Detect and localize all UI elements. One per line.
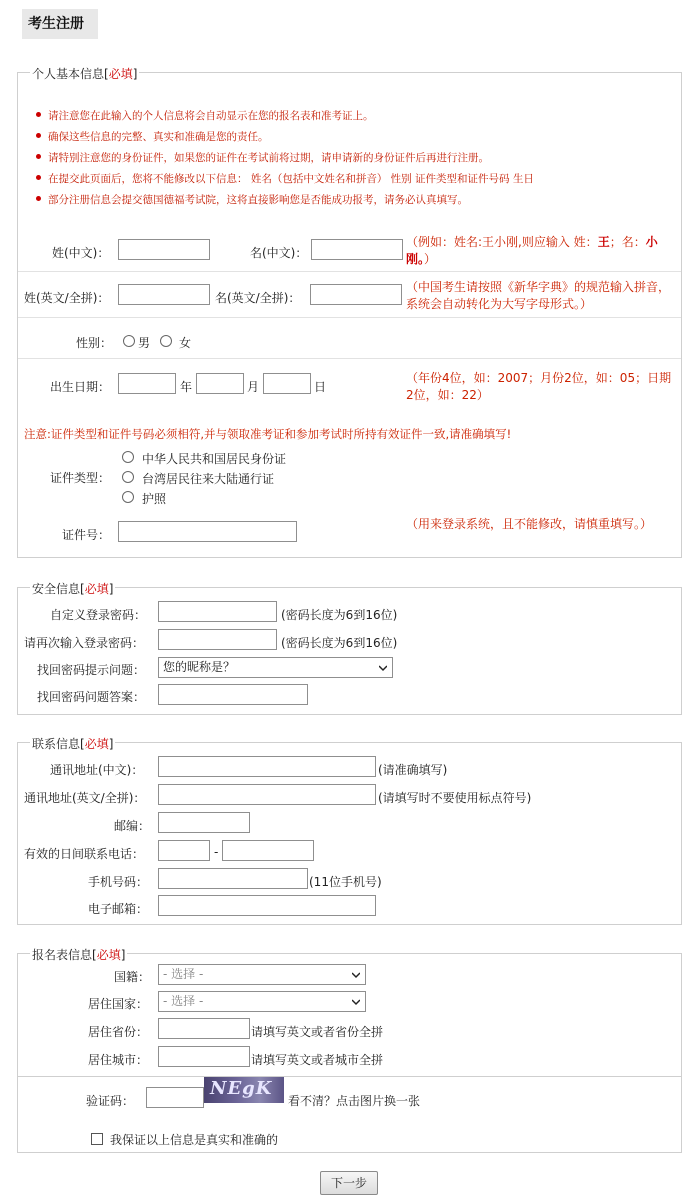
gender-female-label: 女 <box>179 336 192 350</box>
id-no-input[interactable] <box>118 521 297 542</box>
name-cn-note: （例如：姓名:王小刚,则应输入 姓：王；名：小刚。） <box>406 235 658 266</box>
mobile-input[interactable] <box>158 868 308 889</box>
givenname-en-label: 名(英文/全拼)： <box>215 291 301 305</box>
surname-cn-label: 姓(中文)： <box>52 246 110 260</box>
phone-number-input[interactable] <box>222 840 314 861</box>
birth-year-input[interactable] <box>118 373 176 394</box>
nationality-label: 国籍： <box>114 970 151 984</box>
mobile-hint: (11位手机号) <box>309 875 382 889</box>
address-en-label: 通讯地址(英文/全拼)： <box>24 791 146 805</box>
id-type-passport-label: 护照 <box>142 492 167 506</box>
security-legend: 安全信息[必填] <box>32 582 114 596</box>
zipcode-input[interactable] <box>158 812 250 833</box>
address-cn-input[interactable] <box>158 756 376 777</box>
surname-cn-input[interactable] <box>118 239 210 260</box>
password-label: 自定义登录密码： <box>50 608 147 622</box>
province-hint: 请填写英文或者省份全拼 <box>251 1025 384 1039</box>
captcha-input[interactable] <box>146 1087 204 1108</box>
id-type-taiwan-label: 台湾居民往来大陆通行证 <box>142 472 275 486</box>
id-type-resident-label: 中华人民共和国居民身份证 <box>142 452 287 466</box>
phone-area-input[interactable] <box>158 840 210 861</box>
mobile-label: 手机号码： <box>88 875 149 889</box>
year-unit: 年 <box>180 380 193 394</box>
phone-label: 有效的日间联系电话： <box>24 847 145 861</box>
gender-male-label: 男 <box>138 336 151 350</box>
id-type-resident-radio[interactable] <box>122 451 134 463</box>
name-en-note: （中国考生请按照《新华字典》的规范输入拼音，系统会自动转化为大写字母形式。） <box>406 280 671 311</box>
personal-info-legend: 个人基本信息[必填] <box>32 67 138 81</box>
chevron-down-icon <box>352 971 360 979</box>
password-confirm-input[interactable] <box>158 629 277 650</box>
password-confirm-label: 请再次输入登录密码： <box>24 636 145 650</box>
page-title: 考生注册 <box>22 9 98 39</box>
confirm-checkbox[interactable] <box>91 1133 103 1145</box>
birth-month-input[interactable] <box>196 373 244 394</box>
birth-day-input[interactable] <box>263 373 311 394</box>
city-input[interactable] <box>158 1046 250 1067</box>
chevron-down-icon <box>352 998 360 1006</box>
captcha-hint[interactable]: 看不清？点击图片换一张 <box>288 1094 421 1108</box>
surname-en-label: 姓(英文/全拼)： <box>24 291 110 305</box>
address-en-hint: (请填写时不要使用标点符号) <box>378 791 532 805</box>
country-label: 居住国家： <box>88 997 149 1011</box>
row-separator <box>18 271 681 272</box>
phone-dash: - <box>214 845 219 859</box>
address-cn-label: 通讯地址(中文)： <box>50 763 144 777</box>
notice-item: 部分注册信息会提交德国德福考试院，这将直接影响您是否能成功报考，请务必认真填写。 <box>48 194 468 206</box>
row-separator <box>18 317 681 318</box>
id-warning: 注意:证件类型和证件号码必须相符,并与领取准考证和参加考试时所持有效证件一致,请准确填写! <box>24 427 512 441</box>
gender-label: 性别： <box>76 336 113 350</box>
security-answer-input[interactable] <box>158 684 308 705</box>
notice-item: 确保这些信息的完整、真实和准确是您的责任。 <box>48 131 269 143</box>
givenname-cn-input[interactable] <box>311 239 403 260</box>
captcha-label: 验证码： <box>86 1094 135 1108</box>
captcha-image[interactable] <box>204 1077 284 1103</box>
security-question-label: 找回密码提示问题： <box>37 663 146 677</box>
surname-en-input[interactable] <box>118 284 210 305</box>
id-no-label: 证件号： <box>62 528 111 542</box>
address-en-input[interactable] <box>158 784 376 805</box>
notice-item: 在提交此页面后，您将不能修改以下信息： 姓名（包括中文姓名和拼音） 性别 证件类型和证件号码 生日 <box>48 173 534 185</box>
city-hint: 请填写英文或者城市全拼 <box>251 1053 384 1067</box>
id-no-note: （用来登录系统，且不能修改，请慎重填写。） <box>406 517 653 531</box>
notice-item: 请注意您在此输入的个人信息将会自动显示在您的报名表和准考证上。 <box>48 110 374 122</box>
email-input[interactable] <box>158 895 376 916</box>
personal-info-section <box>17 72 682 558</box>
gender-male-radio[interactable] <box>123 335 135 347</box>
province-input[interactable] <box>158 1018 250 1039</box>
zipcode-label: 邮编： <box>114 819 151 833</box>
captcha-text: NEgK <box>210 1078 273 1099</box>
id-type-label: 证件类型： <box>50 471 111 485</box>
givenname-en-input[interactable] <box>310 284 402 305</box>
givenname-cn-label: 名(中文)： <box>250 246 308 260</box>
day-unit: 日 <box>314 380 327 394</box>
city-label: 居住城市： <box>88 1053 149 1067</box>
province-label: 居住省份： <box>88 1025 149 1039</box>
confirm-label: 我保证以上信息是真实和准确的 <box>110 1133 279 1147</box>
month-unit: 月 <box>247 380 260 394</box>
country-select[interactable]: - 选择 - <box>158 991 366 1012</box>
password-confirm-hint: (密码长度为6到16位) <box>281 636 398 650</box>
address-cn-hint: (请准确填写) <box>378 763 448 777</box>
next-button[interactable]: 下一步 <box>320 1171 378 1195</box>
password-hint: (密码长度为6到16位) <box>281 608 398 622</box>
birth-note: （年份4位，如：2007；月份2位，如：05；日期2位，如：22） <box>406 371 672 402</box>
nationality-select[interactable]: - 选择 - <box>158 964 366 985</box>
contact-legend: 联系信息[必填] <box>32 737 114 751</box>
notice-item: 请特别注意您的身份证件，如果您的证件在考试前将过期，请申请新的身份证件后再进行注册。 <box>48 152 489 164</box>
security-answer-label: 找回密码问题答案： <box>37 690 146 704</box>
email-label: 电子邮箱： <box>88 902 149 916</box>
gender-female-radio[interactable] <box>160 335 172 347</box>
application-legend: 报名表信息[必填] <box>32 948 126 962</box>
chevron-down-icon <box>379 664 387 672</box>
birth-label: 出生日期： <box>50 380 111 394</box>
id-type-taiwan-radio[interactable] <box>122 471 134 483</box>
section-separator <box>18 1076 681 1077</box>
security-question-select[interactable]: 您的昵称是？ <box>158 657 393 678</box>
id-type-passport-radio[interactable] <box>122 491 134 503</box>
password-input[interactable] <box>158 601 277 622</box>
row-separator <box>18 358 681 359</box>
